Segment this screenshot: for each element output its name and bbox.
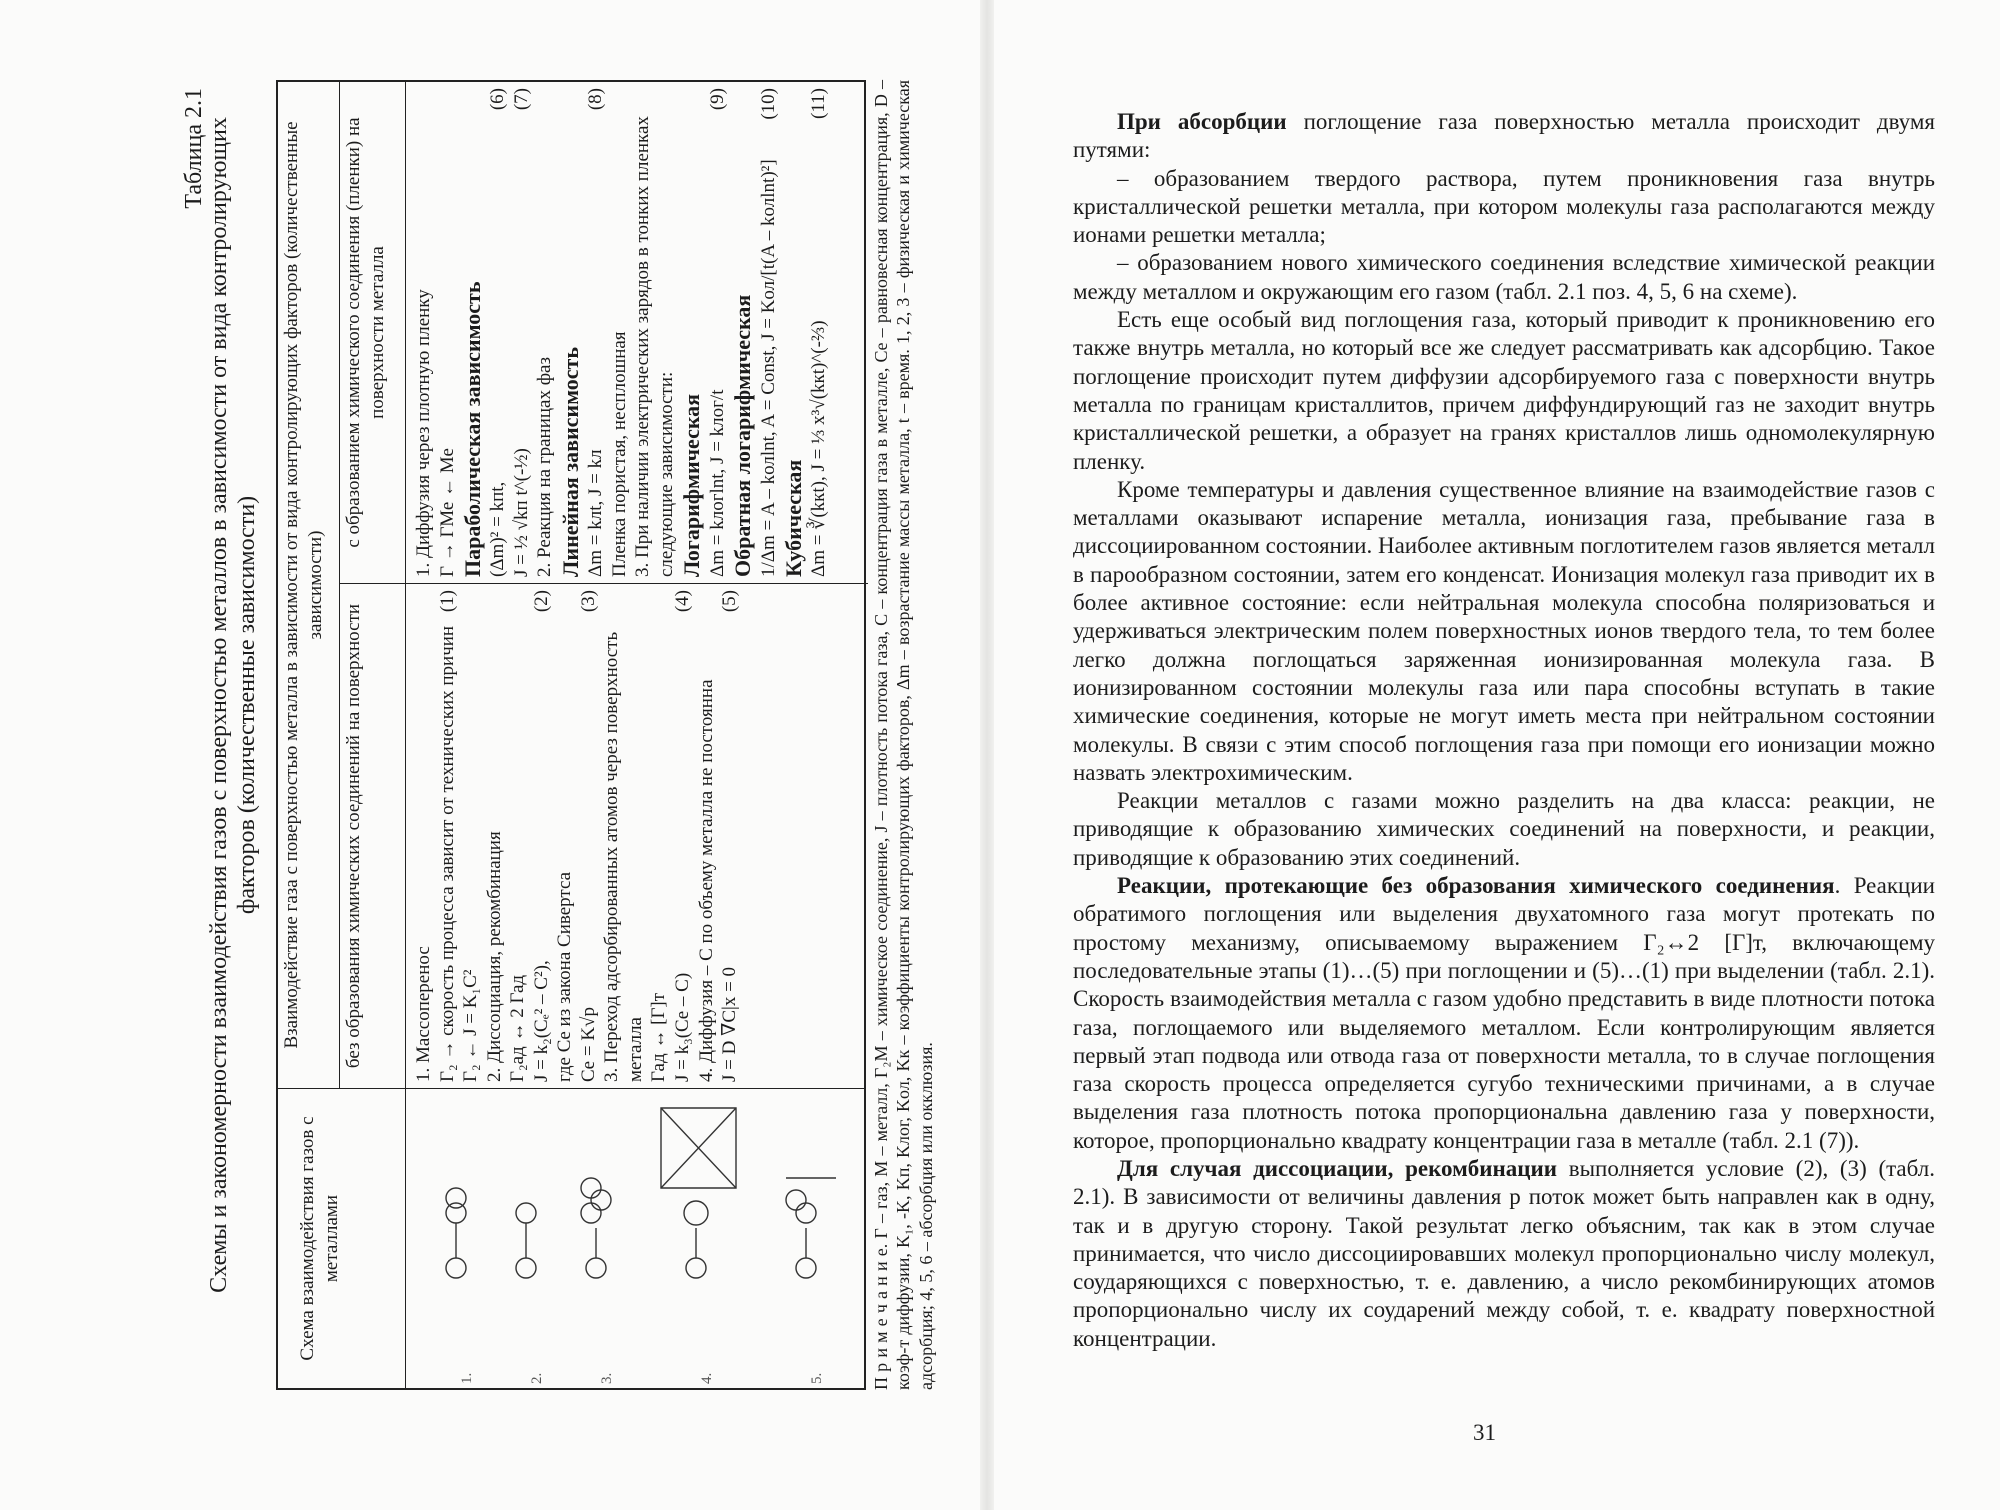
header-interaction: Взаимодействие газа с поверхностью металла в зависимости от вида контролирующих факторов (количественные зависимости) <box>278 82 340 1088</box>
table-cell-line <box>530 590 554 1082</box>
paragraph <box>1073 306 1935 476</box>
equation-number: (5) <box>719 590 741 613</box>
column-a-body <box>412 590 864 1082</box>
paragraph-text: Реакции металлов с газами можно разделить на два класса: реакции, не приводящие к образованию химических соединений на поверхности, и реакции, приводящие к образованию этих соединений. <box>1073 788 1935 870</box>
table-cell-line <box>557 88 584 577</box>
body-text <box>1073 108 1935 1353</box>
cell-text: Г₂ад ↔ 2 Гад <box>507 974 529 1082</box>
column-without-compounds <box>340 583 868 1088</box>
table-cell-line <box>807 88 831 577</box>
paragraph <box>1073 249 1935 306</box>
cell-text: 2. Диссоциация, рекомбинация <box>483 831 505 1082</box>
table-cell-line <box>486 88 510 577</box>
table-cell-line <box>647 590 671 1082</box>
row-number: 2. <box>529 1372 545 1384</box>
equation-number: (2) <box>530 590 552 613</box>
table-cell-line <box>729 88 756 577</box>
paragraph <box>1073 476 1935 787</box>
table-cell-line <box>553 590 577 1082</box>
paragraph-text: выполняется условие (2), (3) (табл. 2.1). В зависимости от величины давления p поток может быть направлен как в одну, так и в другую сторону. Такой результат легко объясним, так как в этом случае принимается, что число диссоциировавших молекул пропорционально числу молекул, соударяющихся с поверхностью, т. е. давлению, а число рекомбинирующих атомов пропорционально числу их соударений между собой, т. е. квадрату поверхностной концентрации. <box>1073 1155 1935 1351</box>
table-cell-line <box>695 590 719 1082</box>
cell-text: 4. Диффузия – С по объему металла не постоянна <box>695 679 717 1082</box>
equation-number: (8) <box>585 88 607 111</box>
cell-text: J = ½ √kп t^(-½) <box>510 448 532 577</box>
table-cell-line <box>459 590 483 1082</box>
table-cell-line <box>483 590 507 1082</box>
equation-number: (4) <box>672 590 694 613</box>
cell-text: 3. При наличии электрических зарядов в тонких пленках следующие зависимости: <box>632 116 677 577</box>
page-number: 31 <box>1473 1420 1496 1445</box>
cell-text: Δm = kлогlnt, J = kлог/t <box>706 389 728 577</box>
paragraph <box>1073 872 1935 1155</box>
equation-number: (7) <box>510 88 532 111</box>
table-cell-line <box>780 88 807 577</box>
table-cell-line <box>757 88 781 577</box>
table-cell-line <box>577 590 601 1082</box>
table-cell-line <box>671 590 695 1082</box>
table-cell-line <box>436 590 460 1082</box>
table-cell-line <box>608 88 632 577</box>
paragraph-text: Кроме температуры и давления существенное влияние на взаимодействие газов с металлами оказывают испарение металла, ионизация газа, пребывание газа в диссоциированном состоянии. Наиболее активным поглотителем газов является металл в парообразном состоянии, затем его конденсат. Ионизация молекул газа приводит их в более активное состояние: если нейтральная молекула способна поляризоваться и удерживаться электрическим полем поверхностных ионов твердого тела, то тем более легко должна поглощаться заряженная ионизированная молекула газа. В ионизированном состоянии молекулы газа или пара способны вступать в такие химические соединения, которые не могут иметь места при нейтральном состоянии молекулы. В связи с этим способ поглощения газа при помощи его ионизации можно назвать электрохимическим. <box>1073 476 1935 785</box>
cell-text: где Ce из закона Сивертса <box>554 871 576 1082</box>
cell-text: Пленка пористая, несплошная <box>608 331 630 577</box>
cell-text: Кубическая <box>781 459 807 577</box>
paragraph <box>1073 1155 1935 1353</box>
table-cell-line <box>533 88 557 577</box>
equation-number: (10) <box>757 88 779 120</box>
table-cell-line <box>718 590 742 1082</box>
cell-text: (Δm)² = kпt, <box>487 481 509 577</box>
paragraph-lead: При абсорбции <box>1117 109 1287 134</box>
table-note: П р и м е ч а н и е. Г – газ, М – металл, Г₂М – химическое соединение, J – плотность потока газа, C – концентрация газа в металле, Ce – равновесная концентрация, D – коэф-т диффузии, K₁, -K, Kп, Kлог, Kол, Kк – коэффициенты контролирующих факторов, Δm – возрастание массы металла, t – время. 1, 2, 3 – физическая и химическая адсорбция; 4, 5, 6 – абсорбция или окклюзия. <box>871 80 936 1390</box>
paragraph <box>1073 787 1935 872</box>
table-cell-line <box>412 590 436 1082</box>
table-cell-line <box>459 88 486 577</box>
header-with-compound: с образованием химического соединения (пленки) на поверхности металла <box>340 82 406 583</box>
cell-text: J = k₃(Ce – C) <box>672 972 694 1082</box>
equation-number: (1) <box>436 590 458 613</box>
paragraph-text: – образованием твердого раствора, путем проникновения газа внутрь кристаллической решетки металла, при котором молекулы газа располагаются между ионами решетки металла; <box>1073 165 1935 248</box>
cell-text: Г₂ → скорость процесса зависит от технических причин <box>436 625 458 1082</box>
header-without-compounds: без образования химических соединений на поверхности <box>340 584 406 1088</box>
row-number: 5. <box>809 1372 825 1384</box>
paragraph-text: поглощение газа поверхностью металла происходит двумя путями: <box>1073 109 1935 163</box>
rotated-table-block <box>180 80 960 1390</box>
equation-number: (9) <box>706 88 728 111</box>
paragraph <box>1073 165 1935 250</box>
paragraph-text: . Реакции обратимого поглощения или выделения двухатомного газа могут протекать по простому механизму, описываемому выражением Г₂↔2 [Г]т, включающему последовательные этапы (1)…(5) при поглощении и (5)…(1) при выделении (табл. 2.1). Скорость взаимодействия металла с газом удобно представить в виде плотности потока газа, поглощаемого или выделяемого металлом. Если контролирующим является первый этап подвода или отвода газа от поверхности металла, то в случае поглощения газа скорость процесса определяется сугубо техническими причинами, а в случае выделения газа плотность потока пропорциональна давлению газа у поверхности, которое, пропорционально квадрату концентрации газа в металле (табл. 2.1 (7)). <box>1073 873 1935 1153</box>
cell-text: 1/Δm = A – kолlnt, A = Const, J = Kол/[t(A – kолlnt)²] <box>757 159 779 577</box>
table-cell-line <box>600 590 647 1082</box>
cell-text: 2. Реакция на границах фаз <box>534 357 556 577</box>
table-cell-line <box>584 88 608 577</box>
table-cell-line <box>631 88 678 577</box>
equation-number: (6) <box>487 88 509 111</box>
cell-text: Ce = K√p <box>577 1007 599 1082</box>
cell-text: Линейная зависимость <box>558 346 583 577</box>
cell-text: Δm = kлt, J = kл <box>585 449 607 577</box>
paragraph-lead: Реакции, протекающие без образования химического соединения <box>1117 873 1835 899</box>
scheme-column <box>278 1088 864 1388</box>
table-number: Таблица 2.1 <box>181 88 207 209</box>
table-cell-line <box>412 88 436 577</box>
table-cell-line <box>436 88 460 577</box>
table-cell-line <box>706 88 730 577</box>
cell-text: 1. Массоперенос <box>413 946 434 1082</box>
table-cell-line <box>678 88 705 577</box>
column-with-compound <box>340 82 868 583</box>
equation-number: (11) <box>808 88 830 119</box>
cell-text: 3. Переход адсорбированных атомов через поверхность металла <box>601 631 646 1082</box>
cell-text: 1. Диффузия через плотную пленку <box>413 289 434 577</box>
scheme-drawings <box>406 1088 864 1388</box>
cell-text: Г → ГМе ← Ме <box>436 448 458 577</box>
cell-text: Гад ↔ [Г]т <box>648 992 670 1082</box>
table-title: Схемы и закономерности взаимодействия газов с поверхностью металлов в зависимости от вида контролирующих факторов (количественные зависимости) <box>206 117 260 1293</box>
row-number: 1. <box>459 1372 475 1384</box>
equation-number: (3) <box>577 590 599 613</box>
cell-text: Логарифмическая <box>679 393 705 577</box>
cell-text: Δm = ∛(kкt), J = ⅓ x³√(kкt)^(-⅔) <box>808 320 830 577</box>
row-number: 4. <box>699 1372 715 1384</box>
table-cell-line <box>506 590 530 1082</box>
row-number: 3. <box>599 1372 615 1384</box>
column-b-body <box>412 88 864 577</box>
cell-text: Обратная логарифмическая <box>730 294 756 577</box>
cell-text: J = k₂(Cₑ² – C²), <box>530 960 552 1082</box>
cell-text: Параболическая зависимость <box>460 281 486 577</box>
cell-text: Г₂ ← J = K₁C² <box>460 969 482 1082</box>
paragraph-lead: Для случая диссоциации, рекомбинации <box>1117 1155 1558 1181</box>
paragraph-text: – образованием нового химического соединения вследствие химической реакции между металлом и окружающим его газом (табл. 2.1 поз. 4, 5, 6 на схеме). <box>1073 250 1935 304</box>
header-scheme: Схема взаимодействия газов с металлами <box>278 1089 406 1388</box>
paragraph-text: Есть еще особый вид поглощения газа, который приводит к проникновению его также внутрь металла, но который все же следует рассматривать как адсорбцию. Такое поглощение происходит путем диффузии адсорбируемого газа с поверхности внутрь металла по границам кристаллитов, причем диффундирующий газ не заходит внутрь кристаллической решетки, а образует на гранях кристаллов лишь одномолекулярную пленку. <box>1073 307 1935 474</box>
table-cell-line <box>510 88 534 577</box>
table-2-1 <box>276 80 866 1390</box>
cell-text: J = D ∇C|x = 0 <box>719 966 741 1082</box>
book-gutter <box>980 0 994 1510</box>
paragraph <box>1073 108 1935 165</box>
